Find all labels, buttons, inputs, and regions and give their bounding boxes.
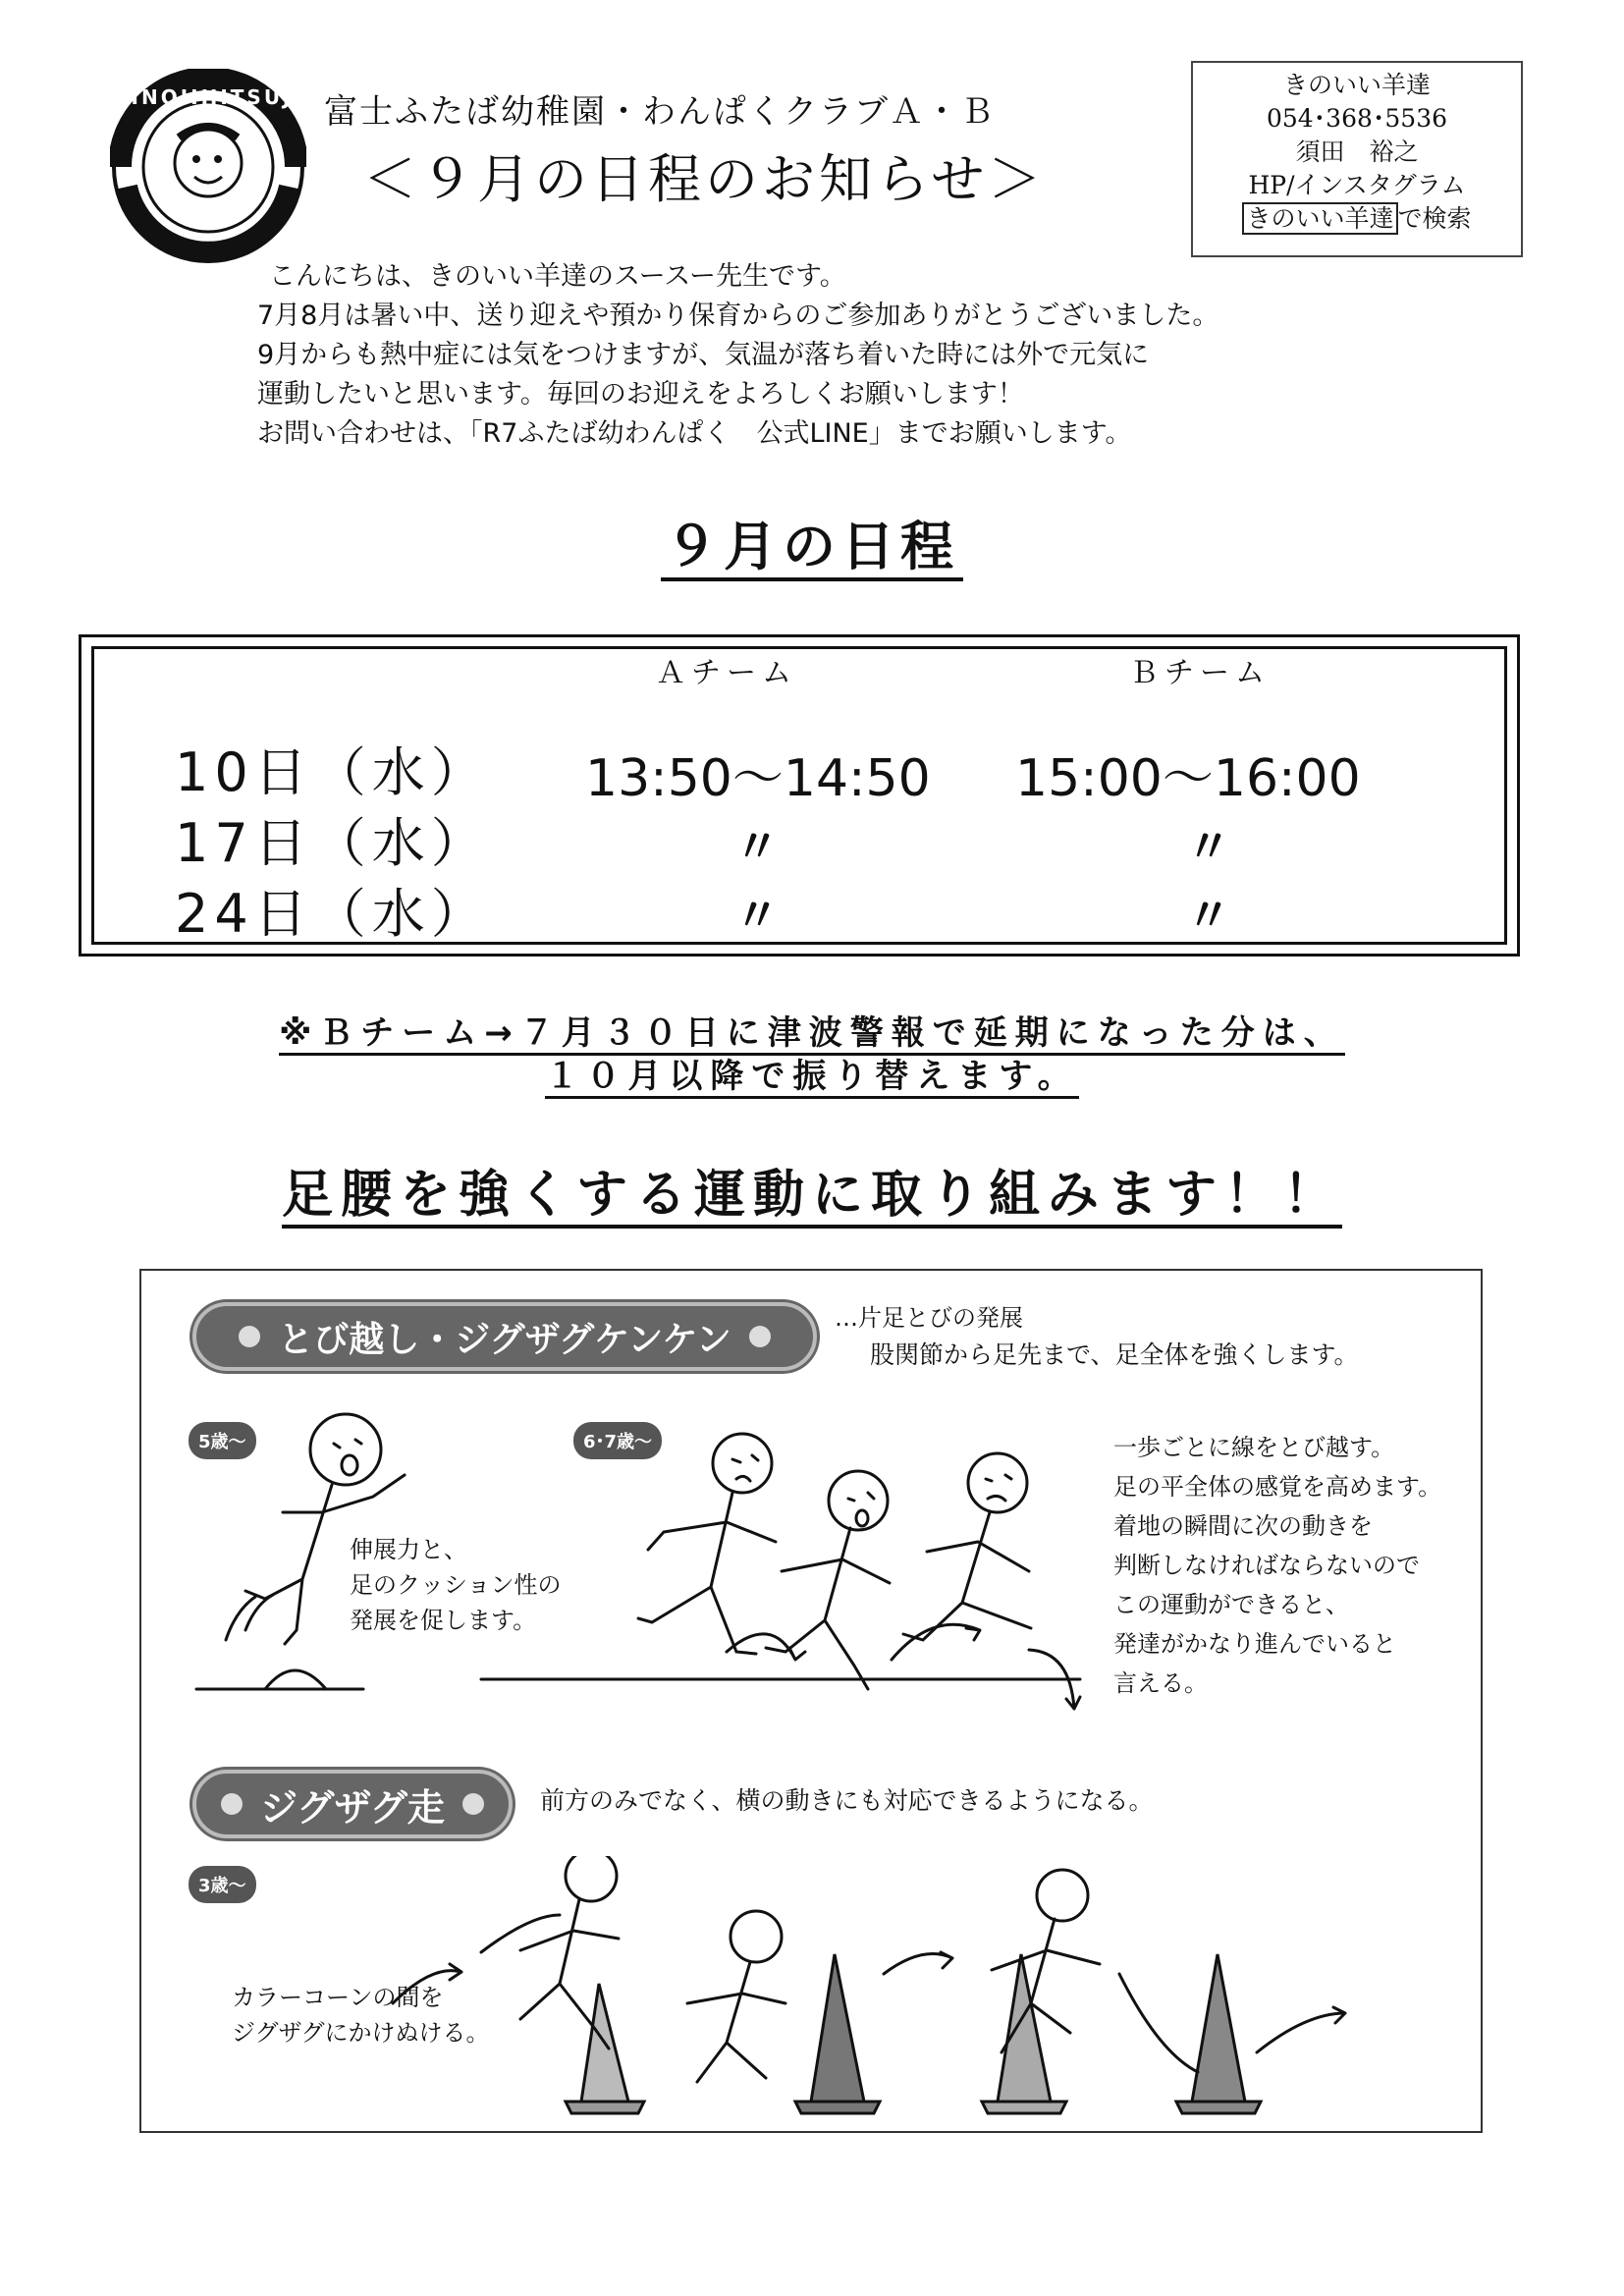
notice-line: ※Ｂチーム→７月３０日に津波警報で延期になった分は、 xyxy=(0,1006,1624,1054)
zigzag-run-illustration xyxy=(373,1856,1355,2121)
school-name: 富士ふたば幼稚園・わんぱくクラブＡ・Ｂ xyxy=(324,92,996,132)
schedule-title: ９月の日程 xyxy=(0,505,1624,580)
page-title: ＜９月の日程のお知らせ＞ xyxy=(363,148,1046,210)
contact-person: 須田 裕之 xyxy=(1295,137,1419,166)
intro-line: 運動したいと思います。毎回のお迎えをよろしくお願いします！ xyxy=(257,379,1024,410)
schedule-date: 10日（水） xyxy=(175,741,490,803)
schedule-time-b: 〃 xyxy=(1186,820,1231,873)
age-badge: 3歳〜 xyxy=(189,1866,256,1903)
team-b-header: Ｂチーム xyxy=(1129,656,1271,690)
contact-name: きのいい羊達 xyxy=(1282,71,1431,99)
contact-box xyxy=(1191,61,1523,257)
schedule-time-b: 〃 xyxy=(1186,889,1231,942)
age-badge: 5歳〜 xyxy=(189,1422,256,1459)
section-label-zigzag: ジグザグ走 xyxy=(192,1770,513,1838)
intro-line: 9月からも熱中症には気をつけますが、気温が落ち着いた時には外で元気に xyxy=(257,340,1150,370)
schedule-time-a: 13:50〜14:50 xyxy=(585,749,931,808)
team-a-header: Ａチーム xyxy=(656,656,797,690)
search-term: きのいい羊達 xyxy=(1242,202,1397,235)
jumping-children-illustration xyxy=(187,1394,1110,1719)
intro-text xyxy=(257,257,1416,454)
svg-text:KINOIIHITSUJI: KINOIIHITSUJI xyxy=(113,85,303,109)
schedule-date: 24日（水） xyxy=(175,883,490,945)
contact-sns: HP/インスタグラム xyxy=(1248,171,1466,199)
section1-sub: …片足とびの発展 xyxy=(835,1304,1023,1332)
age-badge: 6･7歳〜 xyxy=(573,1422,662,1459)
intro-line: こんにちは、きのいい羊達のスースー先生です。 xyxy=(269,261,846,292)
intro-line: 7月8月は暑い中、送り迎えや預かり保育からのご参加ありがとうございました。 xyxy=(257,301,1219,331)
schedule-time-a: 〃 xyxy=(734,820,780,873)
club-logo xyxy=(110,69,306,265)
exercise-title: 足腰を強くする運動に取り組みます！！ xyxy=(0,1153,1624,1227)
section1-desc: 股関節から足先まで、足全体を強くします。 xyxy=(870,1340,1359,1369)
contact-phone: 054･368･5536 xyxy=(1266,104,1448,133)
intro-line: お問い合わせは、「R7ふたば幼わんぱく 公式LINE」までお願いします。 xyxy=(257,418,1132,449)
schedule-time-a: 〃 xyxy=(734,889,780,942)
schedule-time-b: 15:00〜16:00 xyxy=(1015,749,1361,808)
contact-search xyxy=(1193,202,1521,236)
section2-desc: 前方のみでなく、横の動きにも対応できるようになる。 xyxy=(540,1786,1154,1815)
schedule-date: 17日（水） xyxy=(175,812,490,874)
search-suffix: で検索 xyxy=(1397,204,1472,233)
section1-left-text: 伸展力と、 足のクッション性の 発展を促します。 xyxy=(350,1536,562,1634)
notice-line: １０月以降で振り替えます。 xyxy=(0,1049,1624,1097)
section-label-jump: とび越し・ジグザグケンケン xyxy=(192,1302,817,1371)
section1-right-text: 一歩ごとに線をとび越す。 足の平全体の感覚を高めます。 着地の瞬間に次の動きを 判断しなければならないので この運動ができると、 発達がかなり進んでいると 言える。 xyxy=(1113,1434,1442,1697)
section2-text: カラーコーンの間を ジグザグにかけぬける。 xyxy=(232,1984,490,2047)
